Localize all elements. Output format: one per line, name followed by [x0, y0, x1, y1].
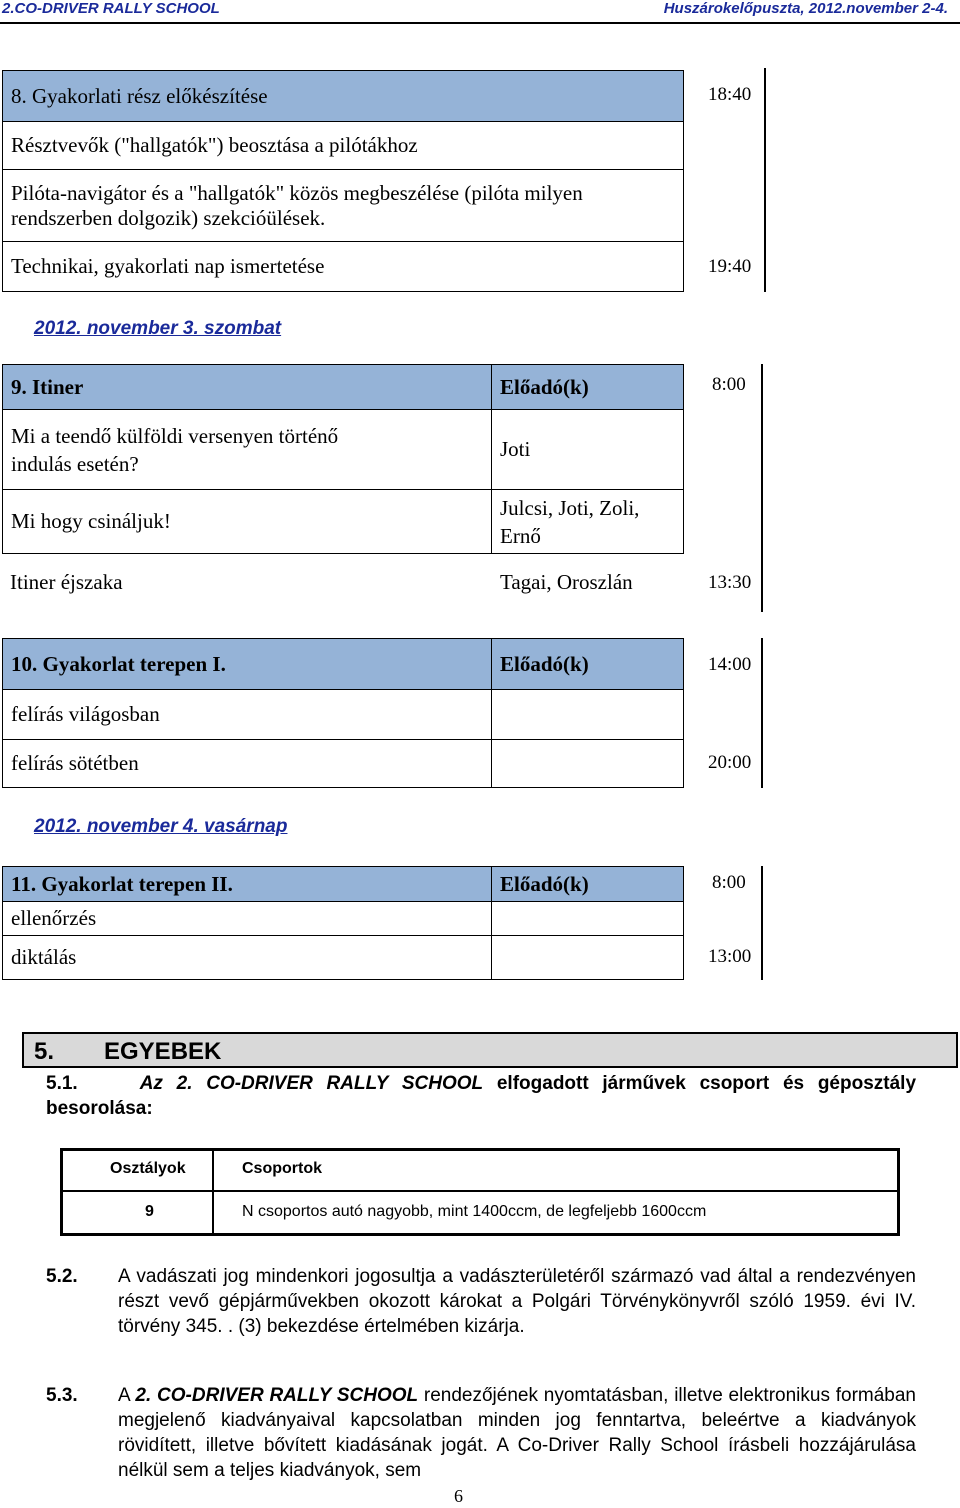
section-10-row-1-presenter — [492, 690, 684, 740]
section-9-time-start: 8:00 — [712, 374, 746, 395]
section-10-title: 10. Gyakorlat terepen I. — [2, 638, 492, 690]
class-table-cell-group: N csoportos autó nagyobb, mint 1400ccm, de legfeljebb 1600ccm — [242, 1203, 707, 1220]
paragraph-5-1-number: 5.1. — [46, 1073, 78, 1094]
section-10-row-2-presenter — [492, 740, 684, 788]
class-table-frame — [60, 1148, 900, 1236]
section-10-presenter-head: Előadó(k) — [492, 638, 684, 690]
section-10-row-2: felírás sötétben — [2, 740, 492, 788]
section-9-row-2-presenter — [492, 490, 684, 554]
paragraph-5-2-text: A vadászati jog mindenkori jogosultja a vadászterületéről származó vad által a rendezvényen részt vevő gépjárművekben okozott károkat a Polgári Törvénykönyvről szóló 1959. évi IV. törvény 345. . (3) bekezdése értelmében kizárja. — [118, 1266, 916, 1337]
section-10-row-1: felírás világosban — [2, 690, 492, 740]
paragraph-5-2-number: 5.2. — [46, 1266, 78, 1287]
section-11-row-2-presenter — [492, 936, 684, 980]
section-9-title: 9. Itiner — [2, 364, 492, 410]
class-table-divider-v — [212, 1151, 214, 1233]
section-9-time-line — [761, 364, 763, 612]
header-left: 2.CO-DRIVER RALLY SCHOOL — [2, 0, 220, 17]
section-11-row-1-presenter — [492, 902, 684, 936]
section-9-time-end: 13:30 — [708, 572, 752, 593]
date-sunday: 2012. november 4. vasárnap — [34, 816, 288, 837]
section-11-time-line — [761, 866, 763, 980]
section-5-heading — [22, 1032, 958, 1068]
date-saturday: 2012. november 3. szombat — [34, 318, 282, 339]
paragraph-5-3-school: 2. CO-DRIVER RALLY SCHOOL — [135, 1385, 419, 1406]
header-rule — [0, 22, 960, 24]
section-9-row-3: Itiner éjszaka — [10, 569, 123, 594]
section-8-row-2 — [2, 170, 684, 242]
section-9-row-2-presenter-line-2: Ernő — [500, 523, 541, 548]
section-8-row-2-line-2: rendszerben dolgozik) szekcióülések. — [11, 205, 326, 230]
section-8-row-2-line-1: Pilóta-navigátor és a "hallgatók" közös megbeszélése (pilóta milyen — [11, 180, 583, 205]
section-9-row-1 — [2, 410, 492, 490]
paragraph-5-1-school: CO-DRIVER RALLY SCHOOL — [206, 1073, 484, 1094]
class-table-divider-h — [63, 1190, 897, 1192]
section-9-row-1-line-1: Mi a teendő külföldi versenyen történő — [11, 423, 339, 448]
section-9-row-3-presenter: Tagai, Oroszlán — [500, 569, 633, 594]
section-10-time-line — [761, 638, 763, 788]
paragraph-5-3-rest: rendezőjének nyomtatásban, illetve elektronikus formában megjelenő kiadványaival kapcsolatban minden jog fenntartva, beleértve a kiadványok rövidített, illetve bővített kiadásának jogát. A Co-Driver Rally School írásbeli hozzájárulása nélkül sem a teljes kiadványok, sem — [118, 1385, 916, 1481]
paragraph-5-3-lead: A — [118, 1385, 136, 1406]
header-right: Huszárokelőpuszta, 2012.november 2-4. — [663, 0, 948, 17]
class-table-header-groups: Csoportok — [242, 1160, 322, 1177]
section-9-row-1-presenter: Joti — [492, 410, 684, 490]
section-5-title: EGYEBEK — [104, 1038, 222, 1065]
section-8-time-line — [764, 68, 766, 292]
section-11-time-start: 8:00 — [712, 872, 746, 893]
section-9-row-2: Mi hogy csináljuk! — [2, 490, 492, 554]
section-9-presenter-head: Előadó(k) — [492, 364, 684, 410]
section-11-title: 11. Gyakorlat terepen II. — [2, 866, 492, 902]
section-11-presenter-head: Előadó(k) — [492, 866, 684, 902]
page-number: 6 — [454, 1486, 463, 1506]
paragraph-5-3-text — [118, 1383, 916, 1483]
paragraph-5-1-line-1 — [46, 1071, 916, 1121]
section-9-row-2-presenter-line-1: Julcsi, Joti, Zoli, — [500, 495, 640, 520]
section-9-row-1-line-2: indulás esetén? — [11, 451, 139, 476]
paragraph-5-3-number: 5.3. — [46, 1385, 78, 1406]
section-8-row-3: Technikai, gyakorlati nap ismertetése — [2, 242, 684, 292]
section-8-title: 8. Gyakorlati rész előkészítése — [2, 70, 684, 122]
section-11-row-2: diktálás — [2, 936, 492, 980]
paragraph-5-1-rest: elfogadott járművek csoport és géposztály besorolása: — [46, 1073, 917, 1119]
class-table-header-classes: Osztályok — [110, 1160, 186, 1177]
class-table-cell-class: 9 — [145, 1203, 154, 1220]
section-5-number: 5. — [34, 1038, 55, 1065]
section-10-time-end: 20:00 — [708, 752, 752, 773]
section-11-time-end: 13:00 — [708, 946, 752, 967]
section-10-time-start: 14:00 — [708, 654, 752, 675]
section-8-time-start: 18:40 — [708, 84, 752, 105]
paragraph-5-1-lead: Az 2. — [139, 1073, 207, 1094]
section-8-row-1: Résztvevők ("hallgatók") beosztása a pilótákhoz — [2, 122, 684, 170]
section-8-time-end: 19:40 — [708, 256, 752, 277]
section-11-row-1: ellenőrzés — [2, 902, 492, 936]
